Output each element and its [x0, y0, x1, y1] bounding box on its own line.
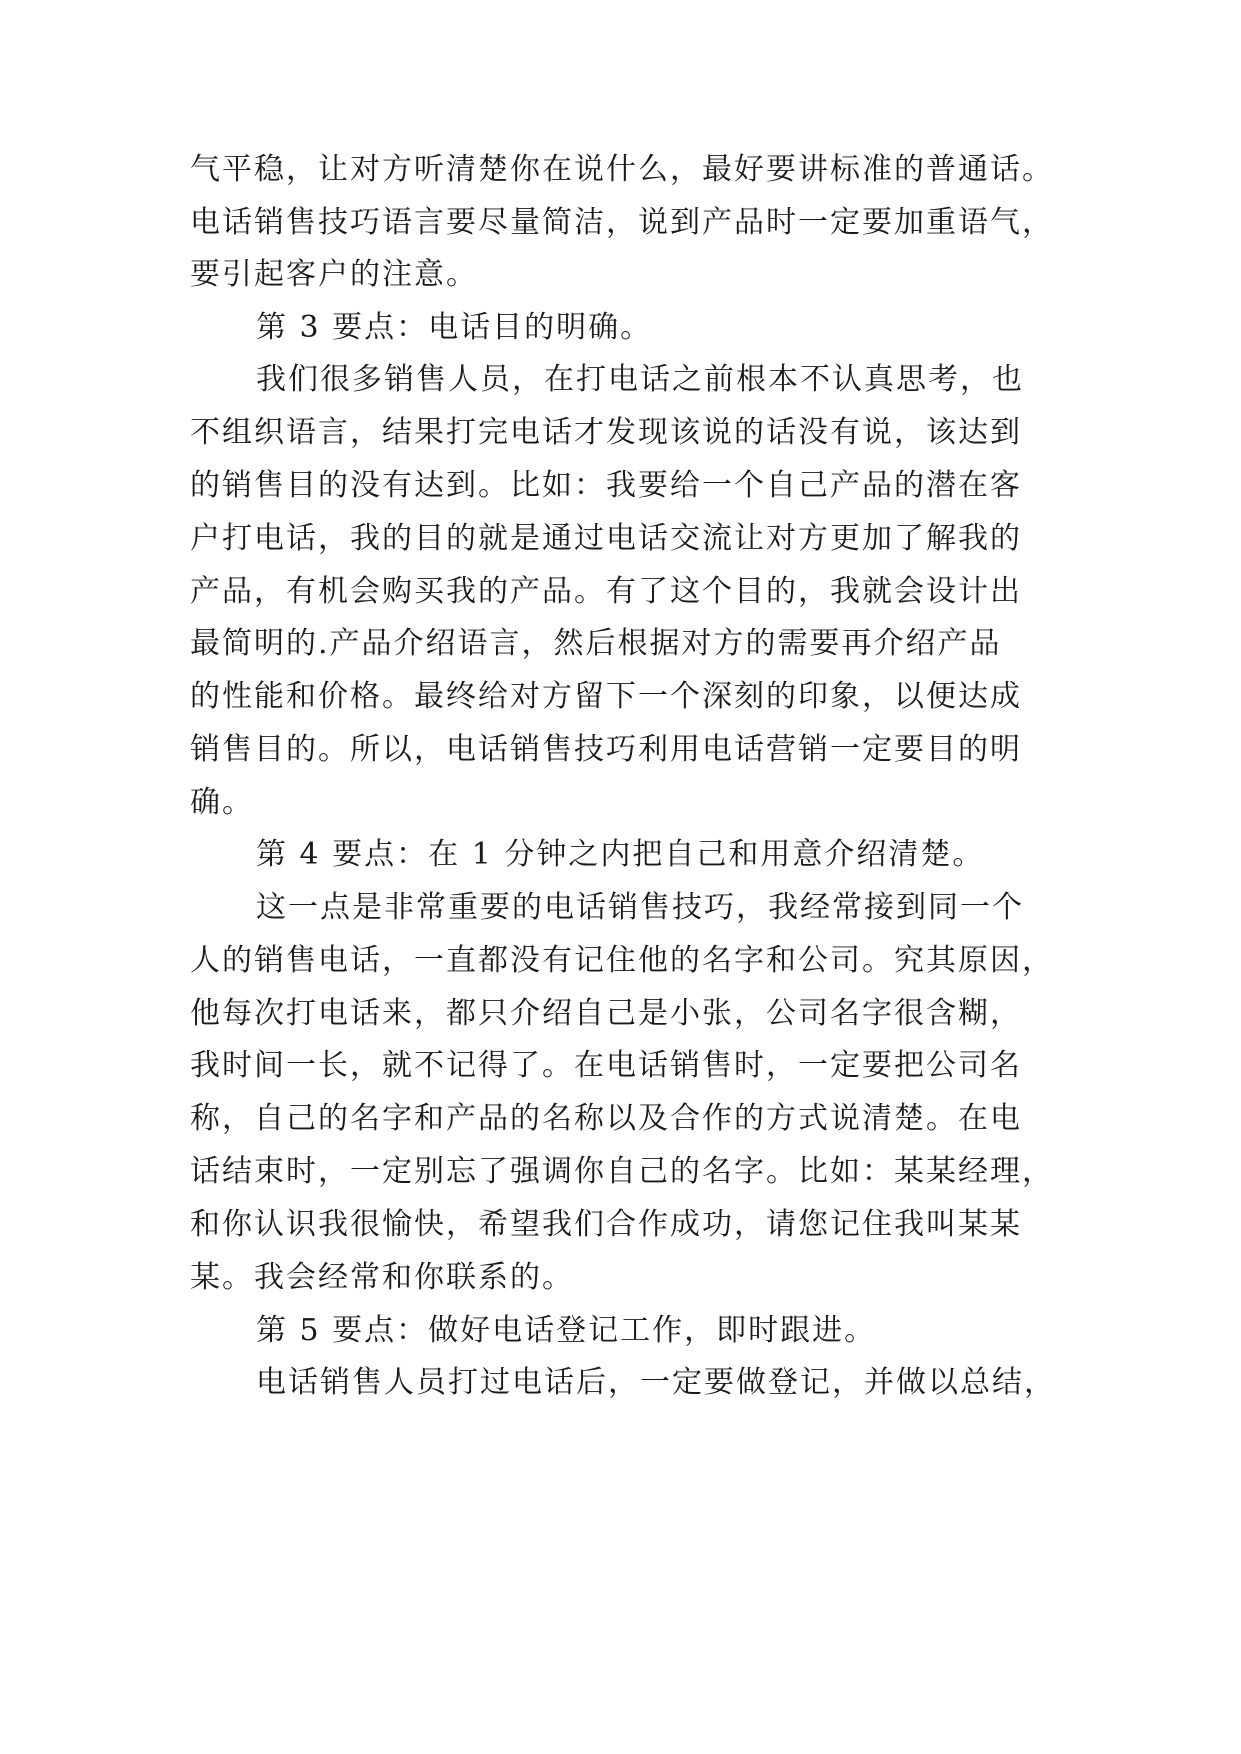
body-text-line: 销售目的。所以，电话销售技巧利用电话营销一定要目的明	[190, 732, 1022, 767]
section-heading-5: 第 5 要点：做好电话登记工作，即时跟进。	[256, 1313, 877, 1348]
body-text-line: 称，自己的名字和产品的名称以及合作的方式说清楚。在电	[190, 1101, 1022, 1136]
body-text-line: 户打电话，我的目的就是通过电话交流让对方更加了解我的	[190, 521, 1022, 556]
body-text-line: 电话销售技巧语言要尽量简洁，说到产品时一定要加重语气，	[190, 205, 1054, 240]
body-text-line: 和你认识我很愉快，希望我们合作成功，请您记住我叫某某	[190, 1207, 1022, 1242]
body-text-line: 他每次打电话来，都只介绍自己是小张，公司名字很含糊，	[190, 996, 1022, 1031]
body-text-line: 不组织语言，结果打完电话才发现该说的话没有说，该达到	[190, 415, 1022, 450]
body-text-line: 我们很多销售人员，在打电话之前根本不认真思考，也	[256, 362, 1024, 397]
section-heading-4: 第 4 要点：在 1 分钟之内把自己和用意介绍清楚。	[256, 837, 985, 872]
body-text-line: 话结束时，一定别忘了强调你自己的名字。比如：某某经理，	[190, 1154, 1054, 1189]
body-text-line: 电话销售人员打过电话后，一定要做登记，并做以总结，	[256, 1365, 1056, 1400]
body-text-line: 某。我会经常和你联系的。	[190, 1260, 574, 1295]
body-text-line: 这一点是非常重要的电话销售技巧，我经常接到同一个	[256, 890, 1024, 925]
body-text-line: 产品，有机会购买我的产品。有了这个目的，我就会设计出	[190, 574, 1022, 609]
body-text-line: 气平稳，让对方听清楚你在说什么，最好要讲标准的普通话。	[190, 152, 1054, 187]
body-text-line: 的销售目的没有达到。比如：我要给一个自己产品的潜在客	[190, 468, 1022, 503]
body-text-line: 人的销售电话，一直都没有记住他的名字和公司。究其原因，	[190, 943, 1054, 978]
body-text-line: 的性能和价格。最终给对方留下一个深刻的印象，以便达成	[190, 679, 1022, 714]
body-text-line: 确。	[190, 785, 254, 820]
body-text-line: 要引起客户的注意。	[190, 257, 478, 292]
body-text-line: 我时间一长，就不记得了。在电话销售时，一定要把公司名	[190, 1048, 1022, 1083]
body-text-line: 最简明的.产品介绍语言，然后根据对方的需要再介绍产品	[190, 626, 1002, 661]
section-heading-3: 第 3 要点：电话目的明确。	[256, 310, 653, 345]
